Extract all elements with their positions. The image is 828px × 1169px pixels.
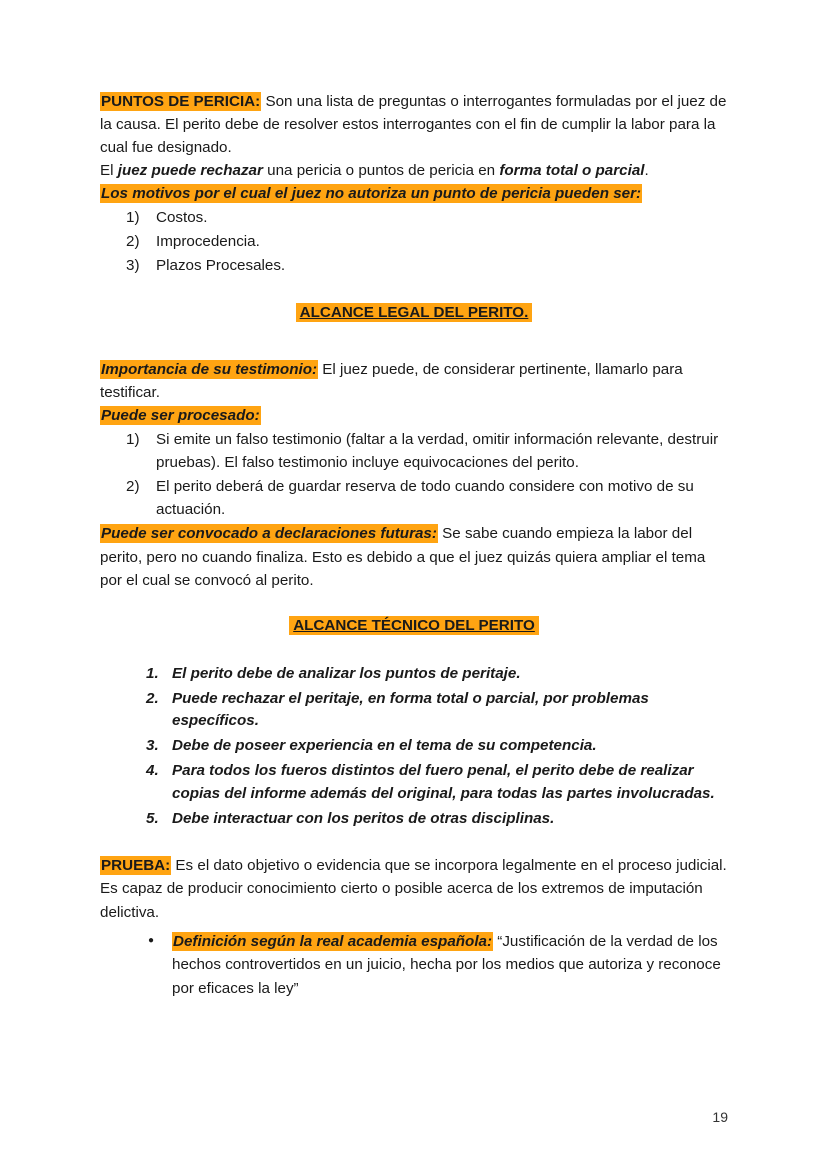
- list-item: Costos.: [156, 209, 208, 227]
- list-item: Improcedencia.: [156, 233, 260, 251]
- text-definicion-rae: “Justificación de la verdad de los hechos controvertidos en un juicio, hecha por los medios que autoriza y reconoce por eficaces la ley”: [172, 932, 721, 997]
- list-item: Debe interactuar con los peritos de otras disciplinas.: [172, 809, 555, 827]
- list-item: El perito deberá de guardar reserva de todo cuando considere con motivo de su actuación.: [156, 477, 694, 518]
- section-prueba: [100, 854, 728, 1000]
- list-item: Para todos los fueros distintos del fuero penal, el perito debe de realizar copias del informe además del original, para todas las partes involucradas.: [172, 761, 715, 802]
- spacer: [100, 832, 728, 854]
- label-puntos-de-pericia: PUNTOS DE PERICIA:: [101, 93, 261, 110]
- text-puntos-lead: Son una lista de preguntas o interrogantes formuladas por el juez de la causa. El perito debe de resolver estos interrogantes con el fin de cumplir la labor para la cual fue designado.: [100, 93, 727, 157]
- list-item: [172, 930, 728, 1001]
- text-importancia: El juez puede, de considerar pertinente, llamarlo para testificar.: [100, 360, 683, 402]
- paragraph-motivos: [100, 182, 728, 205]
- paragraph-procesado: [100, 404, 728, 427]
- paragraph-prueba-lead: [100, 854, 728, 923]
- spacer: [100, 592, 728, 614]
- document-body: [100, 90, 728, 1000]
- label-definicion-rae: Definición según la real academia española:: [173, 932, 493, 950]
- label-motivos-no-autoriza: Los motivos por el cual el juez no autoriza un punto de pericia pueden ser:: [101, 185, 642, 203]
- text-juez-pre: El: [100, 162, 118, 180]
- page-number: 19: [712, 1109, 728, 1125]
- spacer: [100, 637, 728, 659]
- label-puede-ser-procesado: Puede ser procesado:: [101, 407, 260, 425]
- emphasis-juez-puede-rechazar: juez puede rechazar: [117, 162, 263, 180]
- list-item: Plazos Procesales.: [156, 257, 286, 275]
- heading-alcance-tecnico: ALCANCE TÉCNICO DEL PERITO: [289, 616, 539, 635]
- heading-alcance-legal: ALCANCE LEGAL DEL PERITO.: [296, 303, 533, 322]
- list-motivos: [100, 207, 728, 277]
- text-juez-end: .: [644, 162, 649, 180]
- label-importancia-testimonio: Importancia de su testimonio:: [101, 360, 318, 378]
- text-juez-mid: una pericia o puntos de pericia en: [262, 162, 500, 180]
- section-puntos-de-pericia: [100, 90, 728, 278]
- paragraph-juez-rechazar: [100, 159, 728, 182]
- paragraph-importancia: [100, 358, 728, 404]
- spacer: [100, 324, 728, 358]
- label-prueba: PRUEBA:: [101, 857, 171, 875]
- list-prueba-definicion: [100, 930, 728, 1001]
- paragraph-convocado: [100, 522, 728, 591]
- list-item: Puede rechazar el peritaje, en forma total o parcial, por problemas específicos.: [172, 689, 649, 730]
- text-prueba-lead: Es el dato objetivo o evidencia que se incorpora legalmente en el proceso judicial. Es capaz de producir conocimiento cierto o posible acerca de los extremos de imputación delictiva.: [100, 857, 727, 921]
- text-convocado: Se sabe cuando empieza la labor del perito, pero no cuando finaliza. Esto es debido a que el juez quizás quiera ampliar el tema por el cual se convocó al perito.: [100, 525, 706, 589]
- paragraph-puntos-lead: [100, 90, 728, 159]
- list-item: Si emite un falso testimonio (faltar a la verdad, omitir información relevante, destruir pruebas). El falso testimonio incluye equivocaciones del perito.: [156, 431, 719, 472]
- list-alcance-tecnico: [100, 663, 728, 831]
- heading-alcance-legal-wrap: [100, 301, 728, 324]
- section-alcance-legal: [100, 358, 728, 592]
- emphasis-forma-total-parcial: forma total o parcial: [499, 162, 645, 180]
- spacer: [100, 279, 728, 301]
- list-item: El perito debe de analizar los puntos de peritaje.: [172, 664, 521, 682]
- label-convocado-declaraciones: Puede ser convocado a declaraciones futuras:: [101, 525, 437, 543]
- list-item: Debe de poseer experiencia en el tema de su competencia.: [172, 737, 597, 755]
- heading-alcance-tecnico-wrap: [100, 614, 728, 637]
- list-procesado: [100, 429, 728, 521]
